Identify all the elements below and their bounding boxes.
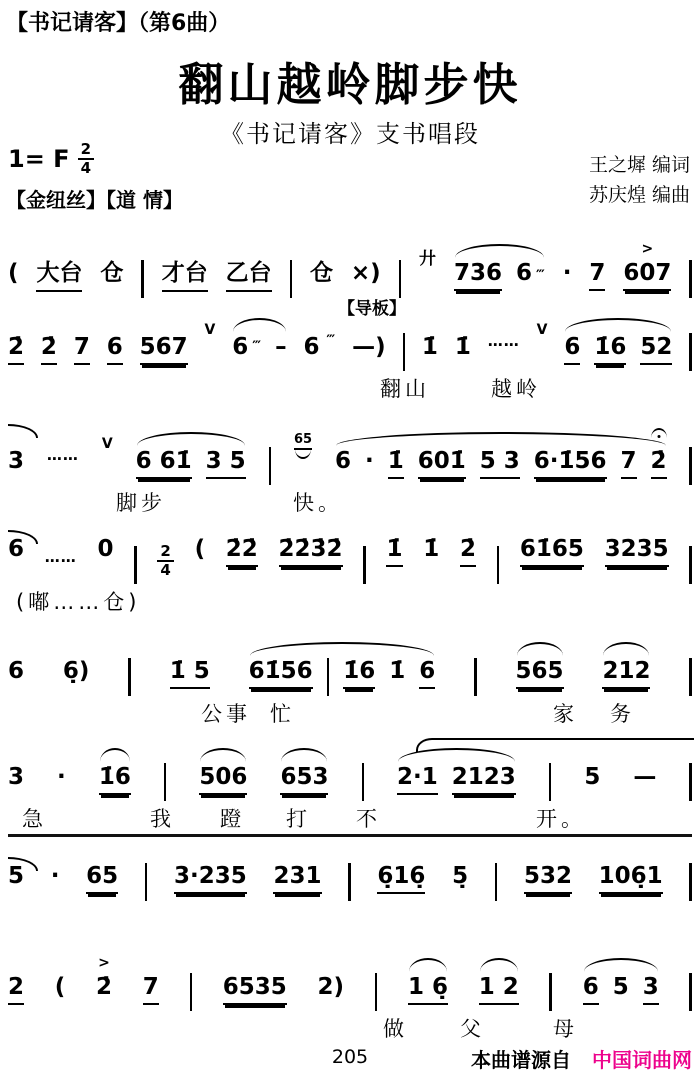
barline [474,658,477,696]
series-tag: 【书记请客】（第6曲） [6,11,231,36]
slur-group [479,956,519,1005]
slur-group [199,746,247,795]
slur-arc [398,748,515,763]
note-token: 6 [583,974,599,1005]
note-token: 506 [199,764,247,795]
barline [363,546,366,584]
note-token: 1̇6 [99,764,131,795]
section-divider [8,834,692,837]
time-signature [78,142,94,176]
slur-arc [565,318,671,333]
lyrics-row [8,373,692,399]
lyric-syllable: 做 [383,1017,408,1041]
slur-arc [200,748,246,763]
barline [290,260,293,298]
note-token: 1̇ [386,536,402,567]
note-token: 2̇2̇3̇2̇ [279,536,343,567]
note-token: 6 [107,334,123,365]
grace-notes: 65 [294,432,312,450]
music-line [8,620,692,724]
note-token: 5 [584,764,601,790]
barline [689,863,692,901]
note-token: 567 [140,334,188,365]
slur-group [397,746,516,795]
time-bottom: 4 [160,561,171,579]
lyric-syllable: 翻山 [380,377,430,401]
slur-group [136,430,246,479]
note-token: ( [194,536,206,562]
slur-group [602,640,650,689]
note-token: 6·1̇56 [534,448,607,479]
breath-mark-icon: V [101,436,113,452]
barline [689,973,692,1011]
note-token: 才台 [162,254,208,292]
barline [375,973,378,1011]
lyric-syllable: (嘟……仓) [16,590,141,614]
note-token: 231 [273,863,321,894]
note-token: 7 [621,448,637,479]
note-token: 3 [643,974,659,1005]
music-line [8,726,692,829]
note-token: 7 [74,334,90,365]
lyric-syllable: 打 [286,807,311,831]
slur-group [564,316,672,365]
note-token: 1̇ [423,536,440,562]
fermata-icon [651,428,667,438]
note-token: 52 [640,334,672,365]
time-bottom: 4 [80,159,91,177]
note-token: 2·1 [397,764,438,795]
barline [134,546,137,584]
lyrics-row [8,1013,692,1039]
note-token: 1 2 [479,974,519,1005]
key-prefix: 1= F [8,145,70,173]
note-token: 3 [8,764,25,790]
note-token: 2) [317,974,344,1000]
note-token: 2123 [452,764,516,795]
slur-arc [455,244,544,259]
note-token: 5 [612,974,629,1000]
lyric-syllable: 脚步 [116,491,166,515]
lyrics-row [8,586,692,612]
note-token: 6 [419,658,435,689]
page-title: 翻山越岭脚步快 [178,58,522,111]
note-token: 61̇65 [520,536,584,567]
barline [190,973,193,1011]
slur-group [335,430,667,479]
note-token: 乙台 [226,254,272,292]
note-token: — [633,764,657,790]
note-token: …… [44,548,77,566]
notes-row [8,410,692,479]
tremolo-icon: ‴ [252,339,262,355]
barline [399,260,402,298]
barline [327,658,330,696]
subtitle: 《书记请客》支书唱段 [220,120,480,148]
music-line [8,296,692,399]
barline [689,658,692,696]
tune-tags: 【金纽丝】【道 情】 [6,188,183,212]
slur-group [408,956,448,1005]
page-number: 205 [331,1046,369,1068]
barline [403,333,406,371]
slur-arc [409,958,447,973]
note-token: 2 [8,974,24,1005]
note-token: 2̇ [8,334,24,365]
barline [689,546,692,584]
notes-row [8,936,692,1005]
lyrics-row [8,487,692,513]
inline-time-signature [157,544,173,578]
source-prefix: 本曲谱源自 [471,1048,572,1072]
tempo-label: 【导板】 [338,299,406,319]
barline [362,763,365,801]
time-top: 2 [78,142,94,160]
note-token: 仓 [100,260,124,286]
slur-arc [603,642,649,657]
note-token: 532 [524,863,572,894]
note-token: 1̇ [421,334,438,360]
note-token: 大台 [36,254,82,292]
slur-arc [100,748,130,763]
lyrics-row [8,698,692,724]
note-token: 6 61̇ [136,448,192,479]
note-token: – [275,334,287,360]
note-token: 6 [8,536,25,562]
undertie-icon [295,449,311,459]
barline [495,863,498,901]
note-token: 601̇ [418,448,466,479]
note-token: 5 [8,863,25,889]
notes-row [8,516,692,578]
lyricist-credit: 王之墀 编词 [588,154,690,176]
note-token: 2̇2̇ [226,536,258,567]
slur-arc [281,748,327,763]
note-token: 6 [8,658,25,684]
note-token: 6 [564,334,580,365]
note-token: 2̇ [41,334,57,365]
note-token: 2̇ > [96,955,113,1000]
note-token: 1̇ [388,448,404,479]
note-token: …… [487,331,520,350]
lyrics-row [8,803,692,829]
note-token: ( [54,974,66,1000]
note-token: 736 [454,260,502,291]
tremolo-icon: ‴ [535,267,545,284]
barline [689,447,692,485]
lyric-syllable: 忙 [270,702,295,726]
barline [689,763,692,801]
note-token: 565 [516,658,564,689]
slur-group [232,316,286,360]
barline [164,763,167,801]
note-token: 2̇ [460,536,476,567]
breath-mark-icon: V [204,322,216,338]
note-token: 6 [232,334,249,360]
lyric-syllable: 开。 [536,807,586,831]
note-token: 3·235 [174,863,247,894]
note-token: 6535 [223,974,287,1005]
note-token: 65 [86,863,118,894]
note-token: 2̇ [651,448,667,479]
barline [269,447,272,485]
note-token: 106̣1 [599,863,663,894]
slur-arc [137,432,245,447]
key-signature [8,142,94,176]
note-token: 5̣ [452,863,469,889]
note-token: 6̣) [62,658,90,684]
note-token: 5 3 [480,448,520,479]
note-token: 61̇56 [249,658,313,689]
time-top: 2 [157,544,173,562]
note-token: 653 [280,764,328,795]
composer-credit: 苏庆煌 编曲 [588,184,690,206]
accent-mark-icon: > [641,241,654,257]
barline [141,260,144,298]
source-credit [471,1044,692,1073]
music-line [8,843,692,895]
note-token: 1̇6 [343,658,375,689]
slur-arc [250,642,435,657]
source-site-link[interactable]: 中国词曲网 [592,1048,692,1072]
note-token: 1̇ 5 [170,658,210,689]
note-token: 廾 [419,249,437,269]
note-token: 仓 [309,260,333,286]
note-token: · [364,448,374,474]
slur-group [516,640,564,689]
note-token: ( [8,260,19,286]
note-token: 6̣16̣ [377,863,425,894]
note-token: 6 [515,260,532,286]
lyric-syllable: 急 [22,807,47,831]
note-token: 6 [334,448,351,474]
music-line [8,516,692,612]
note-token: 1 6̣ [408,974,448,1005]
note-token: 1̇6 [594,334,626,365]
slur-group [99,746,131,795]
lyric-syllable: 家 [553,702,578,726]
tremolo-icon: ‴ [326,332,336,349]
note-token: —) [352,334,386,360]
barline [497,546,500,584]
note-token: 0 [97,536,114,562]
note-token: · [57,764,66,790]
lyric-syllable: 父 [460,1017,485,1041]
note-token: 212 [602,658,650,689]
note-token: · [562,260,572,286]
barline [689,333,692,371]
music-line [8,222,692,292]
barline [549,763,552,801]
accent-mark-icon: > [98,955,110,971]
lyric-syllable: 快。 [293,491,343,515]
slur-arc [517,642,563,657]
lyric-syllable: 母 [553,1017,578,1041]
barline [549,973,552,1011]
note-token: 6 [303,334,320,360]
slur-group [280,746,328,795]
note-token: 1̇ [389,658,406,684]
notes-row [8,620,692,690]
lyric-syllable: 不 [356,807,381,831]
barline [689,260,692,298]
music-line [8,936,692,1039]
note-token: 1̇ [454,334,471,360]
notes-row [8,726,692,795]
notes-row [8,222,692,292]
note-token: …… [46,445,79,464]
breath-mark-icon: V [536,322,548,338]
credits [589,150,690,210]
barline [348,863,351,901]
lyric-syllable: 我 [150,807,175,831]
slur-arc [233,318,285,333]
note-token: 3235 [605,536,669,567]
note-token: 3 5 [206,448,246,479]
barline [145,863,148,901]
music-line [8,410,692,513]
lyric-syllable: 公事 [201,702,251,726]
notes-row [8,843,692,895]
slur-arc [336,432,666,447]
note-token: ×) [350,260,381,286]
slur-group [249,640,436,690]
lyric-syllable: 务 [610,702,635,726]
slur-arc [584,958,658,973]
lyric-syllable: 越岭 [491,377,541,401]
barline [128,658,131,696]
slur-group [454,242,545,291]
note-token: 7 [589,260,605,291]
slur-arc [480,958,518,973]
note-token: 3 [8,448,25,474]
lyric-syllable: 蹬 [220,807,245,831]
note-token: 607 > [623,260,671,291]
note-token: · [50,863,60,889]
note-token: 7 [143,974,159,1005]
slur-group [583,956,659,1005]
